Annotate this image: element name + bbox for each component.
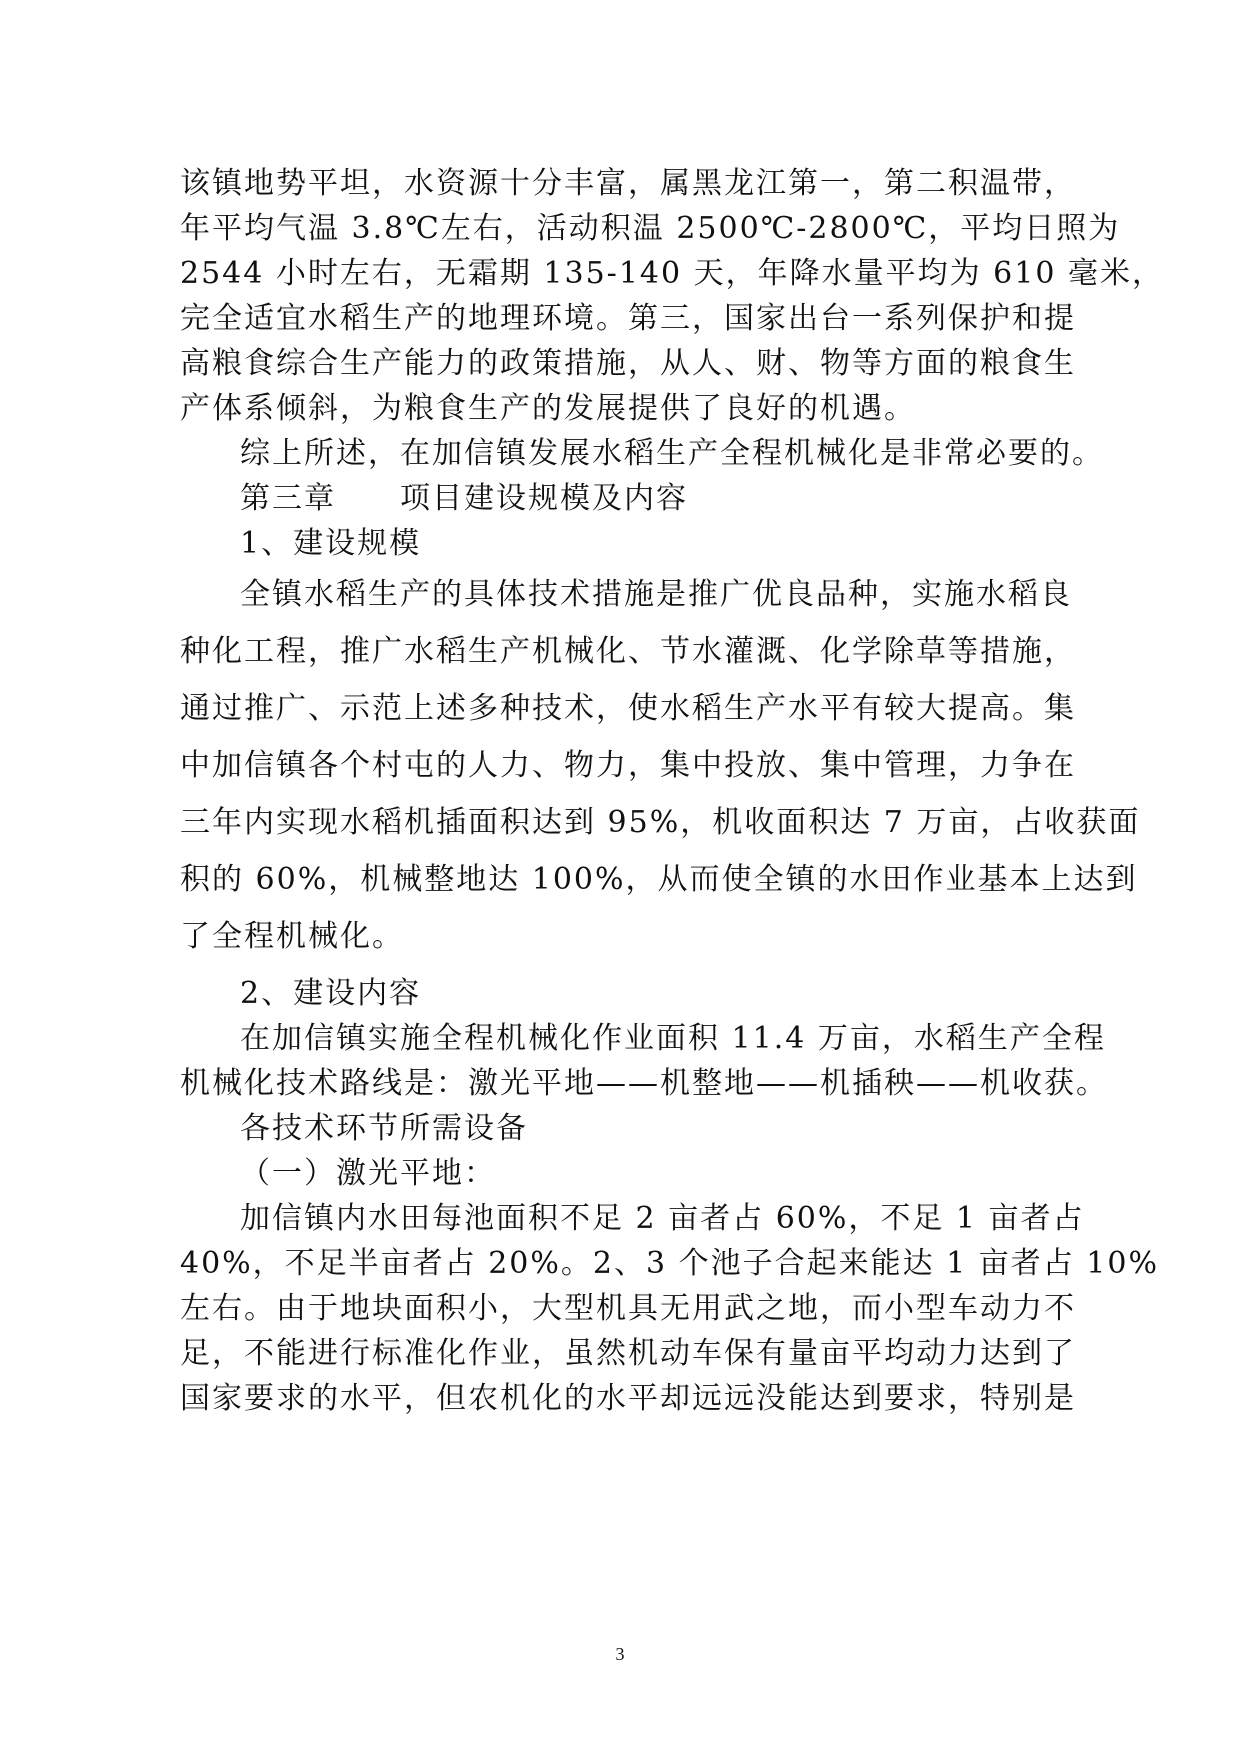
summary-line: 综上所述，在加信镇发展水稻生产全程机械化是非常必要的。 [240, 436, 1104, 471]
paragraph-line: 机械化技术路线是：激光平地——机整地——机插秧——机收获。 [180, 1066, 1108, 1101]
paragraph-line: 了全程机械化。 [180, 919, 404, 954]
subsection-heading: （一）激光平地： [240, 1156, 496, 1191]
paragraph-line: 40%，不足半亩者占 20%。2、3 个池子合起来能达 1 亩者占 10% [180, 1246, 1159, 1281]
paragraph-line: 产体系倾斜，为粮食生产的发展提供了良好的机遇。 [180, 391, 916, 426]
paragraph-line: 三年内实现水稻机插面积达到 95%，机收面积达 7 万亩，占收获面 [180, 805, 1141, 840]
paragraph-line: 积的 60%，机械整地达 100%，从而使全镇的水田作业基本上达到 [180, 862, 1138, 897]
paragraph-line: 中加信镇各个村屯的人力、物力，集中投放、集中管理，力争在 [180, 748, 1076, 783]
paragraph-line: 在加信镇实施全程机械化作业面积 11.4 万亩，水稻生产全程 [240, 1021, 1106, 1056]
paragraph-line: 高粮食综合生产能力的政策措施，从人、财、物等方面的粮食生 [180, 346, 1076, 381]
paragraph-line: 通过推广、示范上述多种技术，使水稻生产水平有较大提高。集 [180, 691, 1076, 726]
paragraph-line: 全镇水稻生产的具体技术措施是推广优良品种，实施水稻良 [240, 577, 1072, 612]
paragraph-line: 该镇地势平坦，水资源十分丰富，属黑龙江第一，第二积温带， [180, 166, 1076, 201]
paragraph-line: 完全适宜水稻生产的地理环境。第三，国家出台一系列保护和提 [180, 301, 1076, 336]
chapter-number: 第三章 [240, 481, 336, 516]
paragraph-line: 种化工程，推广水稻生产机械化、节水灌溉、化学除草等措施， [180, 634, 1076, 669]
page-number: 3 [615, 1644, 625, 1664]
paragraph-line: 加信镇内水田每池面积不足 2 亩者占 60%，不足 1 亩者占 [240, 1201, 1085, 1236]
section-heading: 1、建设规模 [240, 526, 422, 561]
chapter-title: 项目建设规模及内容 [400, 481, 688, 516]
section-heading: 2、建设内容 [240, 976, 422, 1011]
paragraph-line: 2544 小时左右，无霜期 135-140 天，年降水量平均为 610 毫米， [180, 256, 1164, 291]
chapter-heading [240, 479, 688, 519]
equipment-heading: 各技术环节所需设备 [240, 1111, 528, 1146]
paragraph-line: 年平均气温 3.8℃左右，活动积温 2500℃-2800℃，平均日照为 [180, 211, 1121, 246]
paragraph-line: 足，不能进行标准化作业，虽然机动车保有量亩平均动力达到了 [180, 1336, 1076, 1371]
paragraph-line: 左右。由于地块面积小，大型机具无用武之地，而小型车动力不 [180, 1291, 1076, 1326]
paragraph-line: 国家要求的水平，但农机化的水平却远远没能达到要求，特别是 [180, 1381, 1076, 1416]
